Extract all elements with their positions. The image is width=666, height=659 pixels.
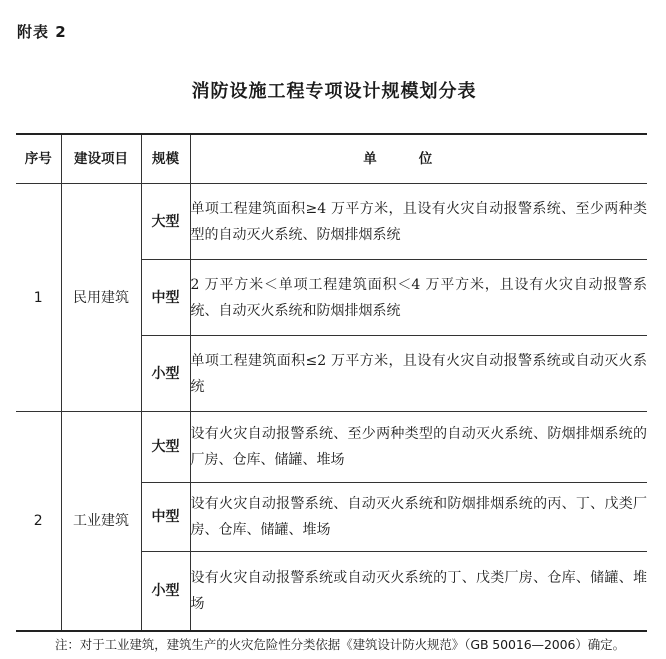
header-project: 建设项目: [61, 134, 141, 184]
row-scale: 中型: [141, 260, 190, 336]
footnote: 注：对于工业建筑，建筑生产的火灾危险性分类依据《建筑设计防火规范》（GB 50016—2006）确定。: [55, 637, 625, 652]
row-description: 单项工程建筑面积≥4 万平方米，且设有火灾自动报警系统、至少两种类型的自动灭火系统、防烟排烟系统: [190, 184, 647, 260]
row-description: 设有火灾自动报警系统、自动灭火系统和防烟排烟系统的丙、丁、戊类厂房、仓库、储罐、堆场: [190, 483, 647, 552]
row-project: 民用建筑: [61, 184, 141, 412]
row-scale: 大型: [141, 184, 190, 260]
table-header-row: [16, 134, 647, 184]
header-index: 序号: [16, 134, 61, 184]
appendix-label: 附表 2: [17, 23, 67, 41]
table-title: 消防设施工程专项设计规模划分表: [191, 81, 477, 102]
scale-classification-table: [16, 133, 647, 632]
row-scale: 中型: [141, 483, 190, 552]
row-index: 1: [16, 184, 61, 412]
row-description: 设有火灾自动报警系统或自动灭火系统的丁、戊类厂房、仓库、储罐、堆场: [190, 552, 647, 632]
row-index: 2: [16, 412, 61, 632]
row-description: 单项工程建筑面积≤2 万平方米，且设有火灾自动报警系统或自动灭火系统: [190, 336, 647, 412]
table-row: [16, 184, 647, 260]
table-row: [16, 412, 647, 483]
row-scale: 小型: [141, 336, 190, 412]
row-project: 工业建筑: [61, 412, 141, 632]
row-description: 设有火灾自动报警系统、至少两种类型的自动灭火系统、防烟排烟系统的厂房、仓库、储罐、堆场: [190, 412, 647, 483]
row-description: 2 万平方米＜单项工程建筑面积＜4 万平方米，且设有火灾自动报警系统、自动灭火系统和防烟排烟系统: [190, 260, 647, 336]
row-scale: 大型: [141, 412, 190, 483]
row-scale: 小型: [141, 552, 190, 632]
header-unit: 单位: [190, 134, 647, 184]
header-scale: 规模: [141, 134, 190, 184]
